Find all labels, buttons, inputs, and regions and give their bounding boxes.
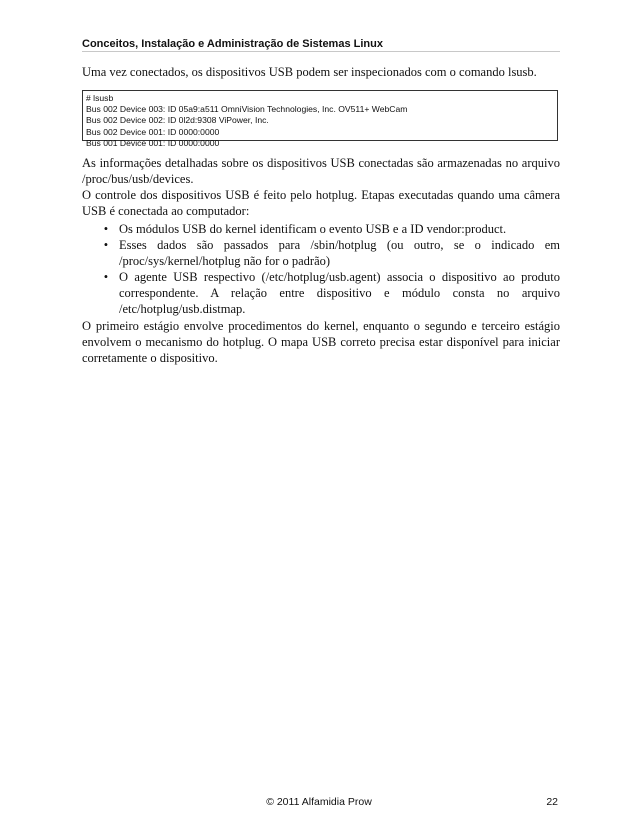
bullet-icon: • [103,222,109,236]
intro-paragraph: Uma vez conectados, os dispositivos USB podem ser inspecionados com o comando lsusb. [82,65,537,79]
list-item [82,221,560,237]
list-item-text: Os módulos USB do kernel identificam o evento USB e a ID vendor:product. [119,222,507,236]
code-line: Bus 002 Device 003: ID 05a9:a511 OmniVision Technologies, Inc. OV511+ WebCam [86,104,408,115]
code-line: Bus 001 Device 001: ID 0000:0000 [86,137,220,148]
list-item-text: O agente USB respectivo (/etc/hotplug/usb.agent) associa o dispositivo ao produto correspondente. A relação entre dispositivo e módulo consta no arquivo /etc/hotplug/usb.distmap. [119,270,560,316]
info-line-devices-file: As informações detalhadas sobre os dispositivos USB conectadas são armazenadas no arquivo /proc/bus/usb/devices. [82,156,560,186]
steps-list [82,221,560,317]
info-line-hotplug: O controle dos dispositivos USB é feito pelo hotplug. Etapas executadas quando uma câmera USB é conectada ao computador: [82,188,560,218]
info-paragraph [82,155,560,219]
bullet-icon: • [103,270,109,284]
code-block [82,90,558,148]
list-item [82,269,560,317]
code-line: Bus 002 Device 001: ID 0000:0000 [86,126,220,137]
bullet-icon: • [103,238,109,252]
code-line: Bus 002 Device 002: ID 0l2d:9308 ViPower, Inc. [86,115,269,126]
running-header: Conceitos, Instalação e Administração de Sistemas Linux [82,38,383,50]
header-divider [82,51,560,52]
footer-copyright: © 2011 Alfamidia Prow [266,796,372,808]
page-number: 22 [546,796,558,808]
list-item-text: Esses dados são passados para /sbin/hotplug (ou outro, se o indicado em /proc/sys/kernel/hotplug não for o padrão) [119,238,560,268]
list-item [82,237,560,269]
final-paragraph: O primeiro estágio envolve procedimentos do kernel, enquanto o segundo e terceiro estágio envolvem o mecanismo do hotplug. O mapa USB correto precisa estar disponível para iniciar corretamente o dispositivo. [82,319,560,365]
code-line: # lsusb [86,93,114,103]
